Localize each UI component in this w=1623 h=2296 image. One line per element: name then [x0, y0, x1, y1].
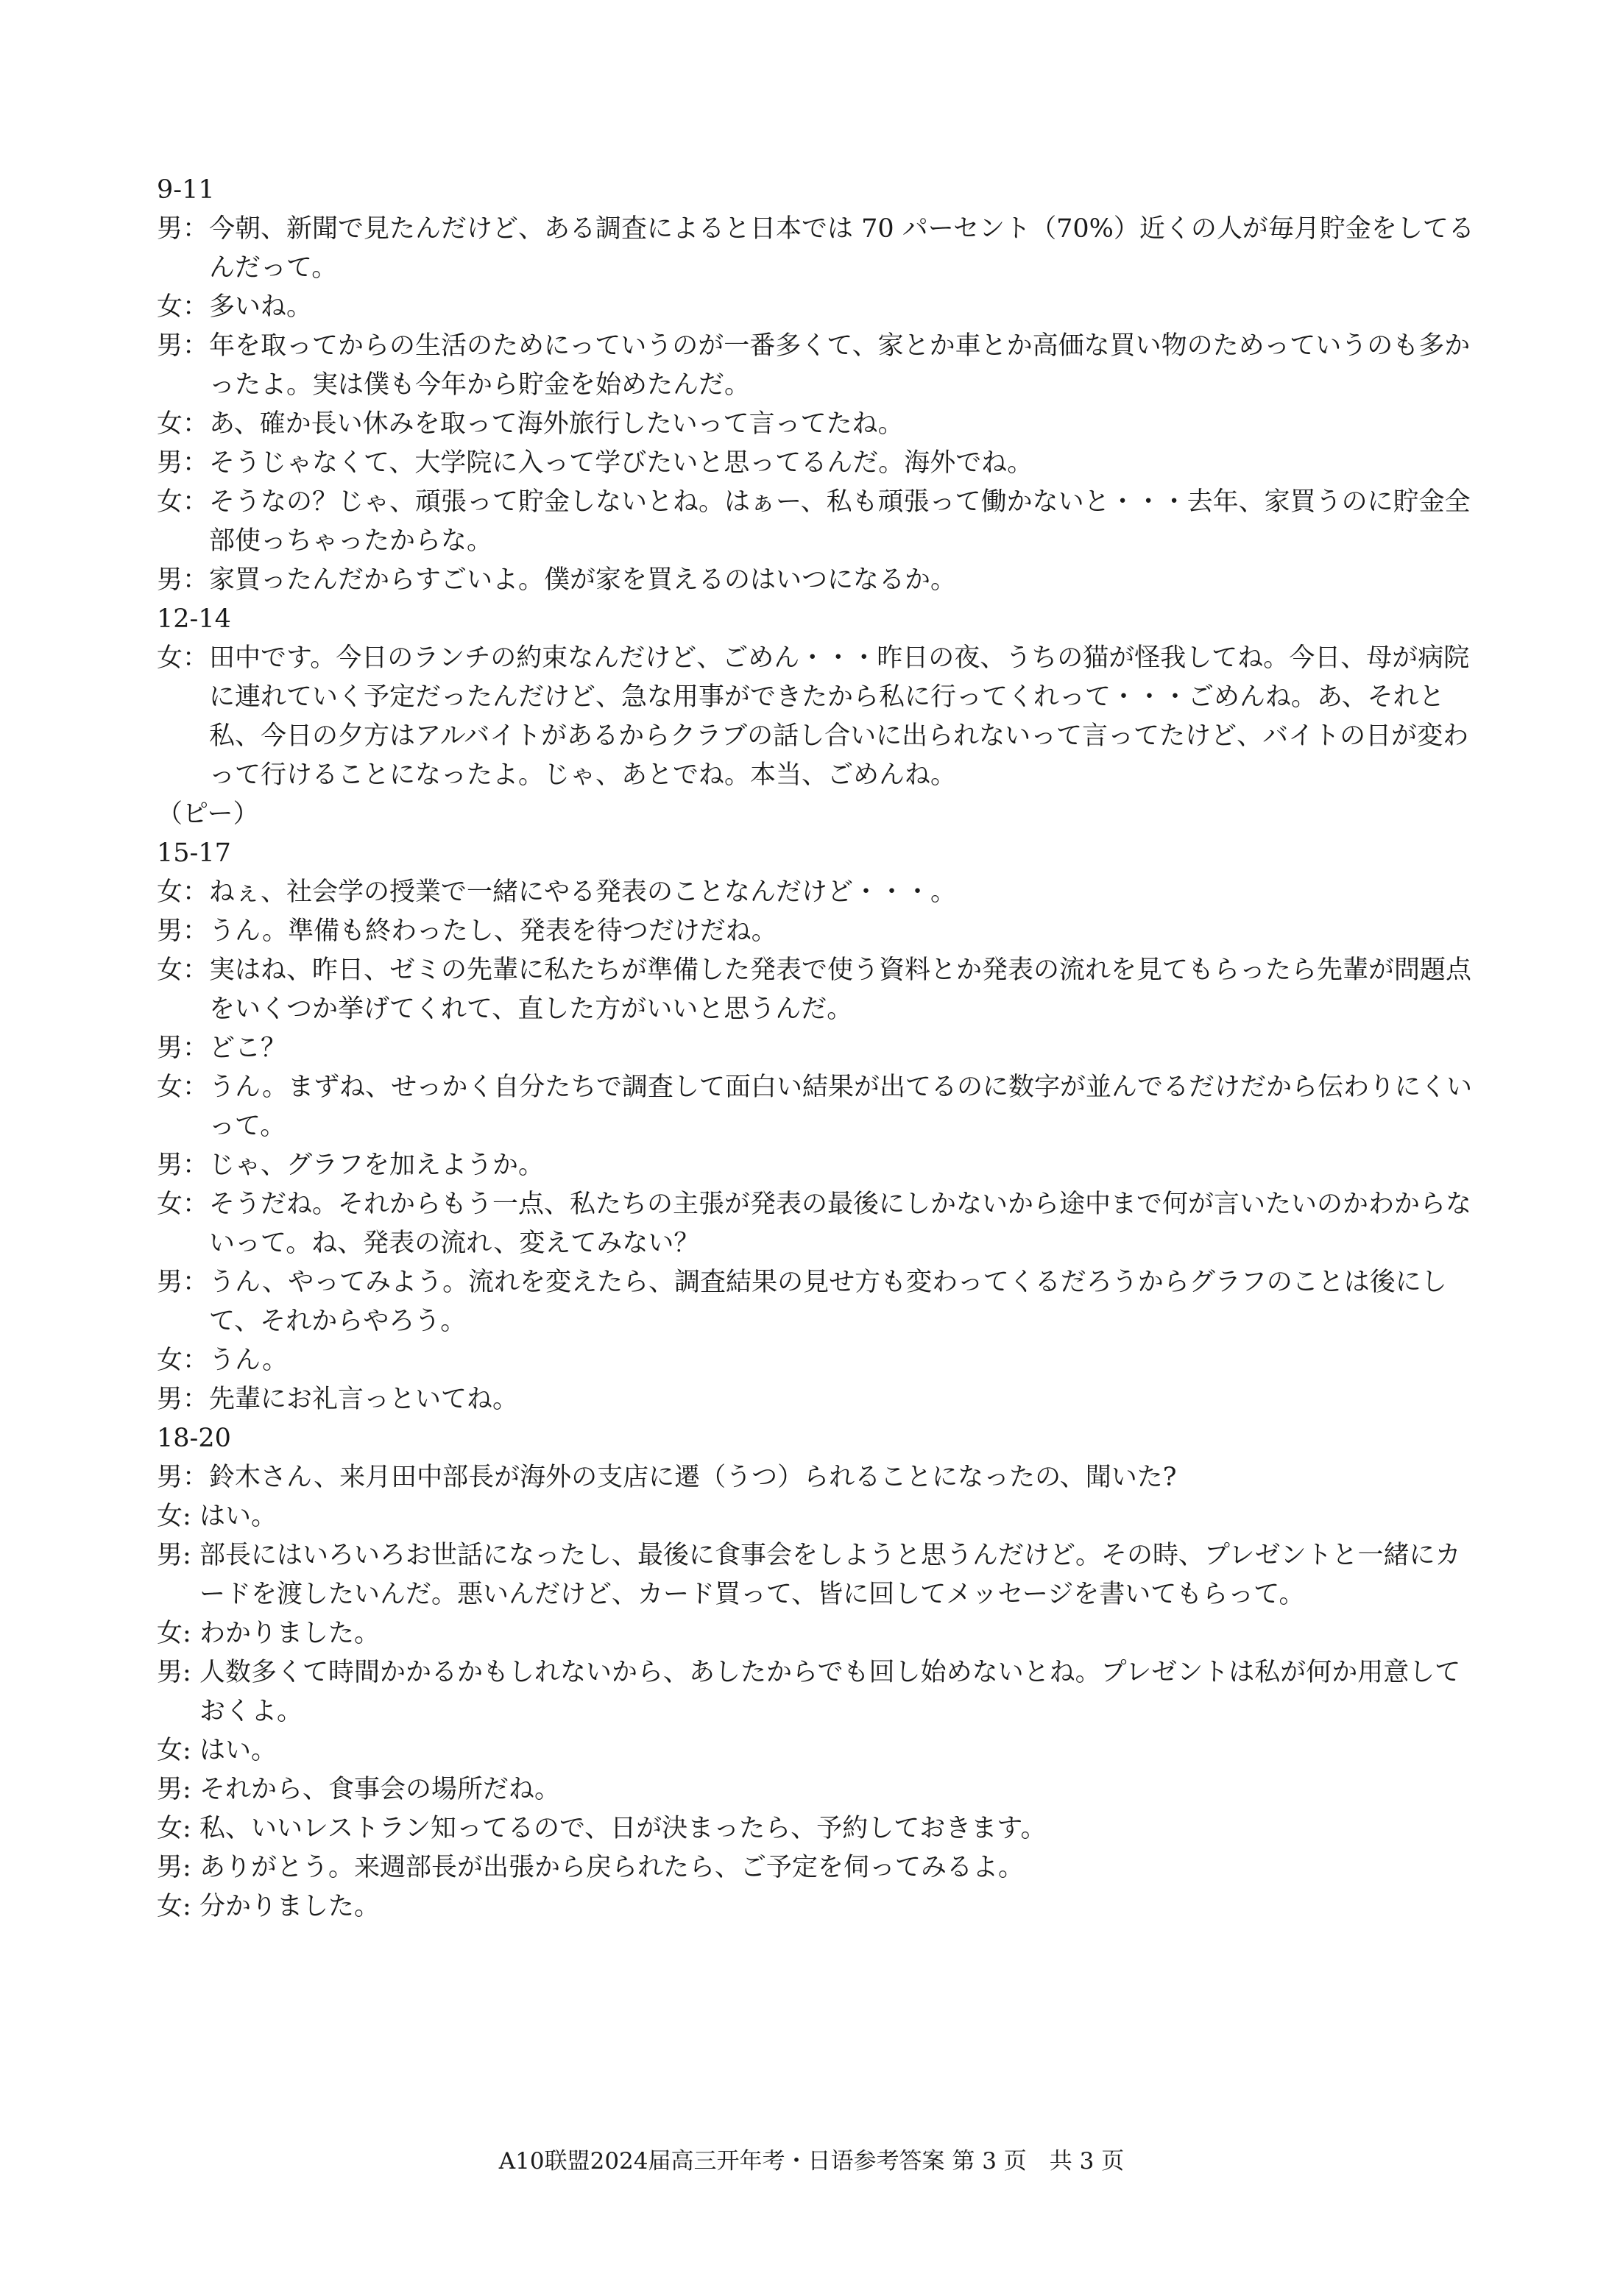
dialogue-line	[157, 483, 1482, 561]
utterance-text: はい。	[199, 1502, 277, 1531]
dialogue-line	[157, 444, 1482, 483]
speaker-label: 女:	[157, 1814, 191, 1843]
utterance-text: 今朝、新聞で見たんだけど、ある調査によると日本では 70 パーセント（70%）近くの人が毎月貯金をしてるんだって。	[209, 214, 1474, 283]
utterance-text: あ、確か長い休みを取って海外旅行したいって言ってたね。	[209, 409, 904, 439]
dialogue-line	[157, 561, 1482, 600]
utterance-text: 鈴木さん、来月田中部長が海外の支店に遷（うつ）られることになったの、聞いた?	[209, 1463, 1177, 1492]
speaker-label: 女：	[157, 292, 209, 322]
dialogue-line	[157, 327, 1482, 405]
dialogue-section	[157, 834, 1482, 1419]
dialogue-line	[157, 873, 1482, 912]
dialogue-line	[157, 405, 1482, 444]
speaker-label: 女：	[157, 487, 209, 517]
utterance-text: 分かりました。	[199, 1892, 381, 1921]
speaker-label: 女：	[157, 956, 209, 985]
speaker-label: 女：	[157, 1190, 209, 1219]
utterance-text: どこ？	[209, 1034, 287, 1063]
utterance-text: うん。	[209, 1346, 289, 1375]
utterance-text: じゃ、グラフを加えようか。	[209, 1151, 545, 1180]
speaker-label: 女：	[157, 643, 209, 673]
utterance-text: 人数多くて時間かかるかもしれないから、あしたからでも回し始めないとね。プレゼントは私が何か用意しておくよ。	[199, 1658, 1461, 1726]
utterance-text: そうじゃなくて、大学院に入って学びたいと思ってるんだ。海外でね。	[209, 448, 1033, 478]
speaker-label: 男:	[157, 1658, 191, 1687]
utterance-text: うん。準備も終わったし、発表を待つだけだね。	[209, 916, 777, 946]
utterance-text: そうなの？じゃ、頑張って貯金しないとね。はぁー、私も頑張って働かないと・・・去年、家買うのに貯金全部使っちゃったからな。	[209, 487, 1471, 556]
utterance-text: 家買ったんだからすごいよ。僕が家を買えるのはいつになるか。	[209, 565, 957, 595]
speaker-label: 男：	[157, 448, 209, 478]
utterance-text: 実はね、昨日、ゼミの先輩に私たちが準備した発表で使う資料とか発表の流れを見てもらったら先輩が問題点をいくつか挙げてくれて、直した方がいいと思うんだ。	[209, 956, 1472, 1024]
dialogue-section	[157, 1419, 1482, 1926]
dialogue-line	[157, 912, 1482, 951]
speaker-label: 男：	[157, 1385, 209, 1414]
utterance-text: そうだね。それからもう一点、私たちの主張が発表の最後にしかないから途中まで何が言いたいのかわからないって。ね、発表の流れ、変えてみない？	[209, 1190, 1472, 1258]
utterance-text: 田中です。今日のランチの約束なんだけど、ごめん・・・昨日の夜、うちの猫が怪我してね。今日、母が病院に連れていく予定だったんだけど、急な用事ができたから私に行ってくれって・・・ごめんね。あ、それと私、今日の夕方はアルバイトがあるからクラブの話し合いに出られないって言ってたけど、バイトの日が変わって行けることになったよ。じゃ、あとでね。本当、ごめんね。	[209, 643, 1470, 790]
utterance-text: 年を取ってからの生活のためにっていうのが一番多くて、家とか車とか高価な買い物のためっていうのも多かったよ。実は僕も今年から貯金を始めたんだ。	[209, 331, 1471, 400]
speaker-label: 女:	[157, 1892, 191, 1921]
speaker-label: 女：	[157, 877, 209, 907]
speaker-label: 女：	[157, 409, 209, 439]
dialogue-line	[157, 1341, 1482, 1380]
speaker-label: 男：	[157, 1463, 209, 1492]
utterance-text: それから、食事会の場所だね。	[199, 1775, 561, 1804]
section-number-label: 9-11	[157, 175, 215, 205]
dialogue-line	[157, 288, 1482, 327]
utterance-text: 先輩にお礼言っといてね。	[209, 1385, 519, 1414]
utterance-text: 多いね。	[209, 292, 313, 322]
speaker-label: 女:	[157, 1502, 191, 1531]
dialogue-line	[157, 1887, 1482, 1926]
speaker-label: 男：	[157, 1034, 209, 1063]
dialogue-line	[157, 1263, 1482, 1341]
speaker-label: 女:	[157, 1619, 191, 1648]
speaker-label: 男:	[157, 1775, 191, 1804]
dialogue-line	[157, 210, 1482, 288]
utterance-text: 私、いいレストラン知ってるので、日が決まったら、予約しておきます。	[199, 1814, 1047, 1843]
dialogue-line	[157, 1380, 1482, 1419]
dialogue-line	[157, 1614, 1482, 1653]
dialogue-line	[157, 1497, 1482, 1536]
speaker-label: 男：	[157, 331, 209, 361]
section-number-label: 18-20	[157, 1424, 231, 1453]
dialogue-section	[157, 600, 1482, 834]
dialogue-line	[157, 1458, 1482, 1497]
speaker-label: 男:	[157, 1541, 191, 1570]
dialogue-line	[157, 1029, 1482, 1068]
speaker-label: 男：	[157, 916, 209, 946]
dialogue-line	[157, 1809, 1482, 1848]
section-number-label: 15-17	[157, 838, 231, 868]
speaker-label: 女：	[157, 1073, 209, 1102]
dialogue-line	[157, 1146, 1482, 1185]
utterance-text: 部長にはいろいろお世話になったし、最後に食事会をしようと思うんだけど。その時、プレゼントと一緒にカードを渡したいんだ。悪いんだけど、カード買って、皆に回してメッセージを書いてもらって。	[199, 1541, 1461, 1609]
page-footer: A10联盟2024届高三开年考・日语参考答案 第 3 页 共 3 页	[498, 2148, 1125, 2175]
utterance-text: はい。	[199, 1736, 277, 1765]
speaker-label: 男：	[157, 1268, 209, 1297]
dialogue-line	[157, 1185, 1482, 1263]
speaker-label: 男：	[157, 214, 209, 244]
speaker-label: 女：	[157, 1346, 209, 1375]
section-number-label: 12-14	[157, 604, 231, 634]
speaker-label: 男:	[157, 1853, 191, 1882]
speaker-label: 男：	[157, 1151, 209, 1180]
dialogue-line	[157, 1653, 1482, 1731]
utterance-text: うん。まずね、せっかく自分たちで調査して面白い結果が出てるのに数字が並んでるだけだから伝わりにくいって。	[209, 1073, 1473, 1141]
utterance-text: ねぇ、社会学の授業で一緒にやる発表のことなんだけど・・・。	[209, 877, 957, 907]
dialogue-line	[157, 951, 1482, 1029]
sound-cue: （ピー）	[157, 799, 259, 829]
utterance-text: ありがとう。来週部長が出張から戻られたら、ご予定を伺ってみるよ。	[199, 1853, 1025, 1882]
dialogue-line	[157, 1848, 1482, 1887]
speaker-label: 男：	[157, 565, 209, 595]
dialogue-line	[157, 1068, 1482, 1146]
dialogue-line	[157, 1770, 1482, 1809]
speaker-label: 女:	[157, 1736, 191, 1765]
utterance-text: わかりました。	[199, 1619, 381, 1648]
utterance-text: うん、やってみよう。流れを変えたら、調査結果の見せ方も変わってくるだろうからグラフのことは後にして、それからやろう。	[209, 1268, 1447, 1336]
dialogue-line	[157, 1731, 1482, 1770]
dialogue-line	[157, 639, 1482, 795]
listening-script	[157, 171, 1482, 1926]
dialogue-line	[157, 1536, 1482, 1614]
dialogue-section	[157, 171, 1482, 600]
